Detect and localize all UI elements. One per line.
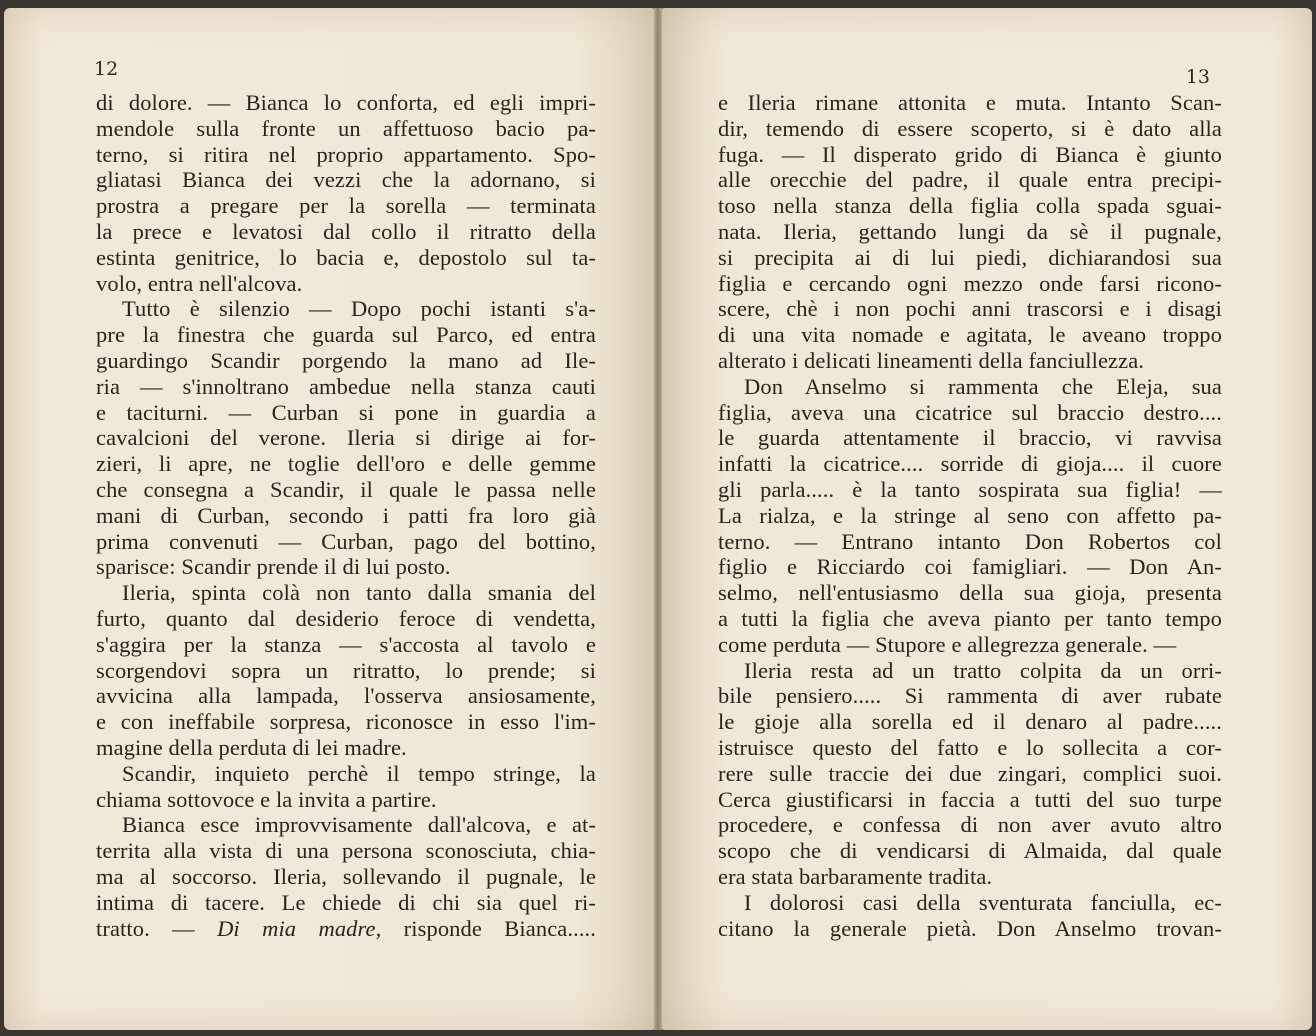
text-line: gli parla..... è la tanto sospirata sua figlia! — bbox=[718, 476, 1222, 502]
text-line: ria — s'innoltrano ambedue nella stanza cauti bbox=[96, 373, 596, 399]
text-line: prima convenuti — Curban, pago del bottino, bbox=[96, 528, 596, 554]
text-line: I dolorosi casi della sventurata fanciulla, ec- bbox=[744, 889, 1222, 915]
text-line: fuga. — Il disperato grido di Bianca è giunto bbox=[718, 141, 1222, 167]
page-number-left: 12 bbox=[94, 58, 119, 80]
text-line: scopo che di vendicarsi di Almaida, dal quale bbox=[718, 838, 1222, 864]
text-line: zieri, li apre, ne toglie dell'oro e delle gemme bbox=[96, 451, 596, 477]
text-line: rere sulle traccie dei due zingari, complici suoi. bbox=[718, 760, 1222, 786]
text-line: Tutto è silenzio — Dopo pochi istanti s'a- bbox=[122, 296, 596, 322]
text-line: Don Anselmo si rammenta che Eleja, sua bbox=[744, 373, 1222, 399]
text-line: e Ileria rimane attonita e muta. Intanto Scan- bbox=[718, 90, 1222, 115]
text-line: mani di Curban, secondo i patti fra loro già bbox=[96, 502, 596, 528]
text-line: che consegna a Scandir, il quale le passa nelle bbox=[96, 476, 596, 502]
text-segment: risponde Bianca..... bbox=[381, 915, 596, 941]
text-line: citano la generale pietà. Don Anselmo trovan- bbox=[718, 915, 1222, 941]
text-line: procedere, e confessa di non aver avuto altro bbox=[718, 812, 1222, 838]
text-line: e taciturni. — Curban si pone in guardia a bbox=[96, 399, 596, 425]
italic-quote: Di mia madre, bbox=[217, 915, 382, 941]
text-line: e con ineffabile sorpresa, riconosce in esso l'im- bbox=[96, 709, 596, 735]
text-line: la prece e levatosi dal collo il ritratto della bbox=[96, 218, 596, 244]
text-line: volo, entra nell'alcova. bbox=[96, 270, 303, 296]
text-line: figlia e cercando ogni mezzo onde farsi ricono- bbox=[718, 270, 1222, 296]
text-line: avvicina alla lampada, l'osserva ansiosamente, bbox=[96, 683, 596, 709]
text-line: sparisce: Scandir prende il di lui posto. bbox=[96, 554, 451, 580]
right-page-text bbox=[718, 90, 1222, 941]
text-line: ma al soccorso. Ileria, sollevando il pugnale, le bbox=[96, 863, 596, 889]
text-line: s'aggira per la stanza — s'accosta al tavolo e bbox=[96, 631, 596, 657]
text-line: Ileria, spinta colà non tanto dalla smania del bbox=[122, 580, 596, 606]
text-line: figlio e Ricciardo coi famigliari. — Don An- bbox=[718, 554, 1222, 580]
text-line: Ileria resta ad un tratto colpita da un orri- bbox=[744, 657, 1222, 683]
left-page-text bbox=[96, 90, 596, 941]
left-page bbox=[4, 8, 654, 1030]
text-line: intima di tacere. Le chiede di chi sia quel ri- bbox=[96, 889, 596, 915]
text-line: infatti la cicatrice.... sorride di gioja.... il cuore bbox=[718, 451, 1222, 477]
text-line: selmo, nell'entusiasmo della sua gioja, presenta bbox=[718, 580, 1222, 606]
text-line: istruisce questo del fatto e lo sollecita a cor- bbox=[718, 734, 1222, 760]
text-line: alterato i delicati lineamenti della fanciullezza. bbox=[718, 347, 1145, 373]
text-line: toso nella stanza della figlia colla spada sguai- bbox=[718, 193, 1222, 219]
text-line: gliatasi Bianca dei vezzi che la adornano, si bbox=[96, 167, 596, 193]
text-line: alle orecchie del padre, il quale entra precipi- bbox=[718, 167, 1222, 193]
right-page bbox=[662, 8, 1312, 1030]
text-line: di una vita nomade e agitata, le aveano troppo bbox=[718, 322, 1222, 348]
text-line: pre la finestra che guarda sul Parco, ed entra bbox=[96, 322, 596, 348]
text-line: di dolore. — Bianca lo conforta, ed egli impri- bbox=[96, 90, 596, 115]
text-line-last bbox=[96, 916, 596, 942]
text-line: chiama sottovoce e la invita a partire. bbox=[96, 786, 437, 812]
page-number-right: 13 bbox=[1185, 66, 1210, 88]
text-line: territa alla vista di una persona sconosciuta, chia- bbox=[96, 838, 596, 864]
text-line: magine della perduta di lei madre. bbox=[96, 734, 407, 760]
text-line: a tutti la figlia che aveva pianto per tanto tempo bbox=[718, 605, 1222, 631]
text-line: le gioje alla sorella ed il denaro al padre..... bbox=[718, 709, 1222, 735]
text-line: Scandir, inquieto perchè il tempo stringe, la bbox=[122, 760, 596, 786]
text-line: furto, quanto dal desiderio feroce di vendetta, bbox=[96, 605, 596, 631]
text-line: Cerca giustificarsi in faccia a tutti del suo turpe bbox=[718, 786, 1222, 812]
text-line: si precipita ai di lui piedi, dichiarandosi sua bbox=[718, 244, 1222, 270]
text-line: bile pensiero..... Si rammenta di aver rubate bbox=[718, 683, 1222, 709]
text-line: scorgendovi sopra un ritratto, lo prende; si bbox=[96, 657, 596, 683]
book-gutter bbox=[654, 8, 662, 1030]
text-line: dir, temendo di essere scoperto, si è dato alla bbox=[718, 115, 1222, 141]
text-line: figlia, aveva una cicatrice sul braccio destro.... bbox=[718, 399, 1222, 425]
text-line: cavalcioni del verone. Ileria si dirige ai for- bbox=[96, 425, 596, 451]
text-line: nata. Ileria, gettando lungi da sè il pugnale, bbox=[718, 218, 1222, 244]
text-line: mendole sulla fronte un affettuoso bacio pa- bbox=[96, 115, 596, 141]
text-line: terno. — Entrano intanto Don Robertos col bbox=[718, 528, 1222, 554]
text-line: era stata barbaramente tradita. bbox=[718, 863, 993, 889]
text-line: La rialza, e la stringe al seno con affetto pa- bbox=[718, 502, 1222, 528]
text-line: prostra a pregare per la sorella — terminata bbox=[96, 193, 596, 219]
text-line: Bianca esce improvvisamente dall'alcova, e at- bbox=[122, 812, 596, 838]
text-line: scere, chè i non pochi anni trascorsi e i disagi bbox=[718, 296, 1222, 322]
text-line: le guarda attentamente il braccio, vi ravvisa bbox=[718, 425, 1222, 451]
text-segment: tratto. — bbox=[96, 915, 218, 941]
text-line: come perduta — Stupore e allegrezza generale. — bbox=[718, 631, 1177, 657]
text-line: guardingo Scandir porgendo la mano ad Ile- bbox=[96, 347, 596, 373]
text-line: terno, si ritira nel proprio appartamento. Spo- bbox=[96, 141, 596, 167]
text-line: estinta genitrice, lo bacia e, depostolo sul ta- bbox=[96, 244, 596, 270]
